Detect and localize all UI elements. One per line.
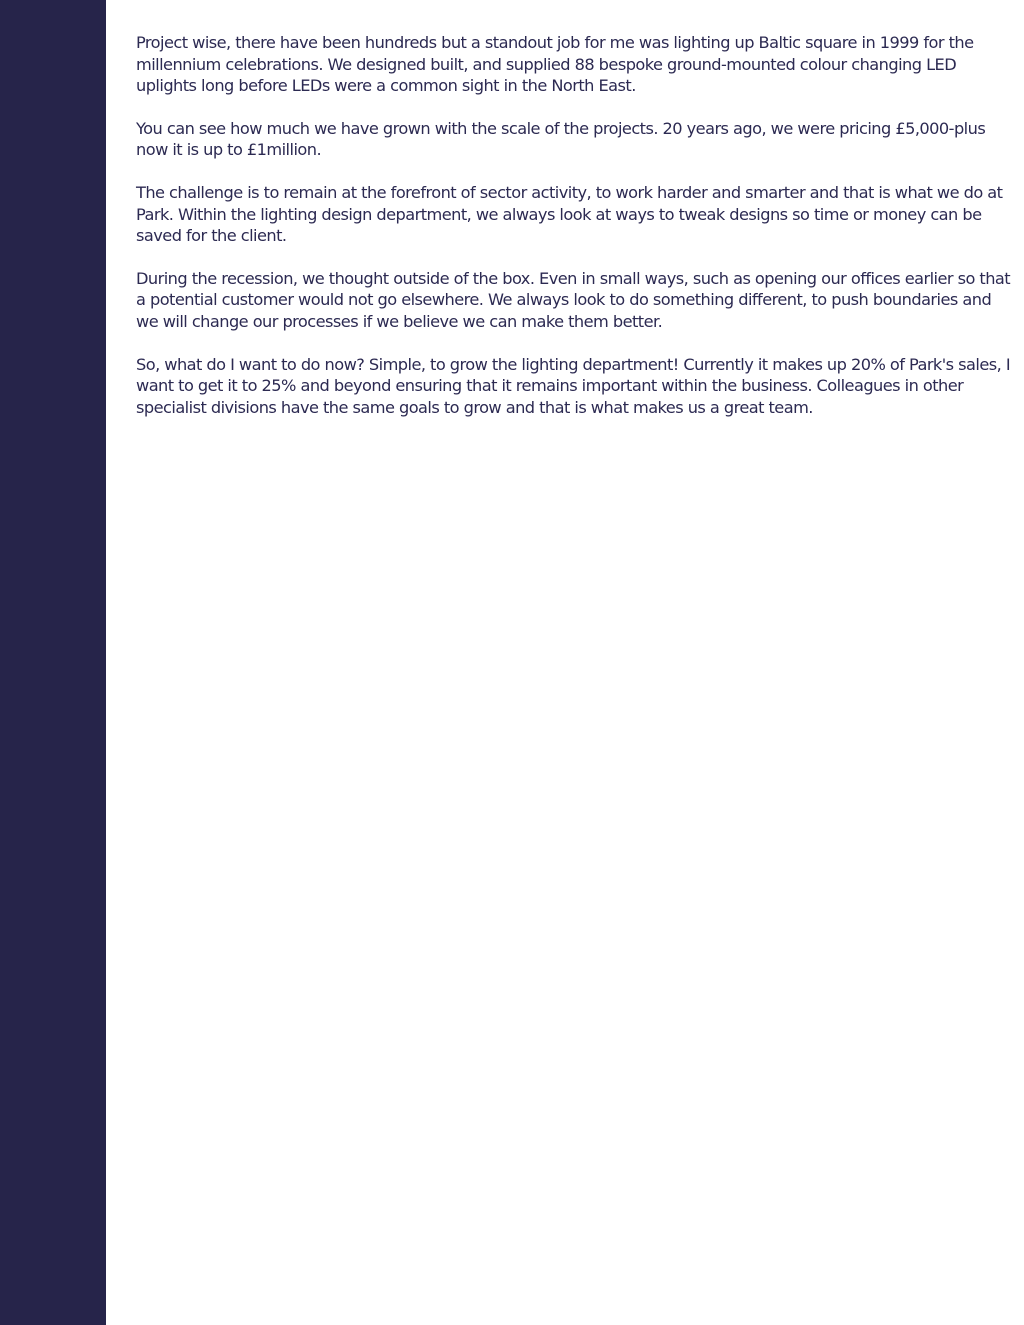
- paragraph-goals: So, what do I want to do now? Simple, to grow the lighting department! Currently it makes up 20% of Park's sales, I want to get it to 25% and beyond ensuring that it remains important within the business. Colleagues in other specialist divisions have the same goals to grow and that is what makes us a great team.: [136, 354, 1011, 417]
- paragraph-recession: During the recession, we thought outside of the box. Even in small ways, such as opening our offices earlier so that a potential customer would not go elsewhere. We always look to do something different, to push boundaries and we will change our processes if we believe we can make them better.: [136, 268, 1011, 331]
- paragraph-growth: You can see how much we have grown with the scale of the projects. 20 years ago, we were pricing £5,000-plus now it is up to £1million.: [136, 118, 986, 160]
- article-body: [136, 32, 1012, 439]
- paragraph-projects: Project wise, there have been hundreds but a standout job for me was lighting up Baltic square in 1999 for the millennium celebrations. We designed built, and supplied 88 bespoke ground-mounted colour changing LED uplights long before LEDs were a common sight in the North East.: [136, 33, 974, 96]
- sidebar-band: [0, 0, 106, 1325]
- paragraph-challenge: The challenge is to remain at the forefront of sector activity, to work harder and smarter and that is what we do at Park. Within the lighting design department, we always look at ways to tweak designs so time or money can be saved for the client.: [136, 182, 1003, 246]
